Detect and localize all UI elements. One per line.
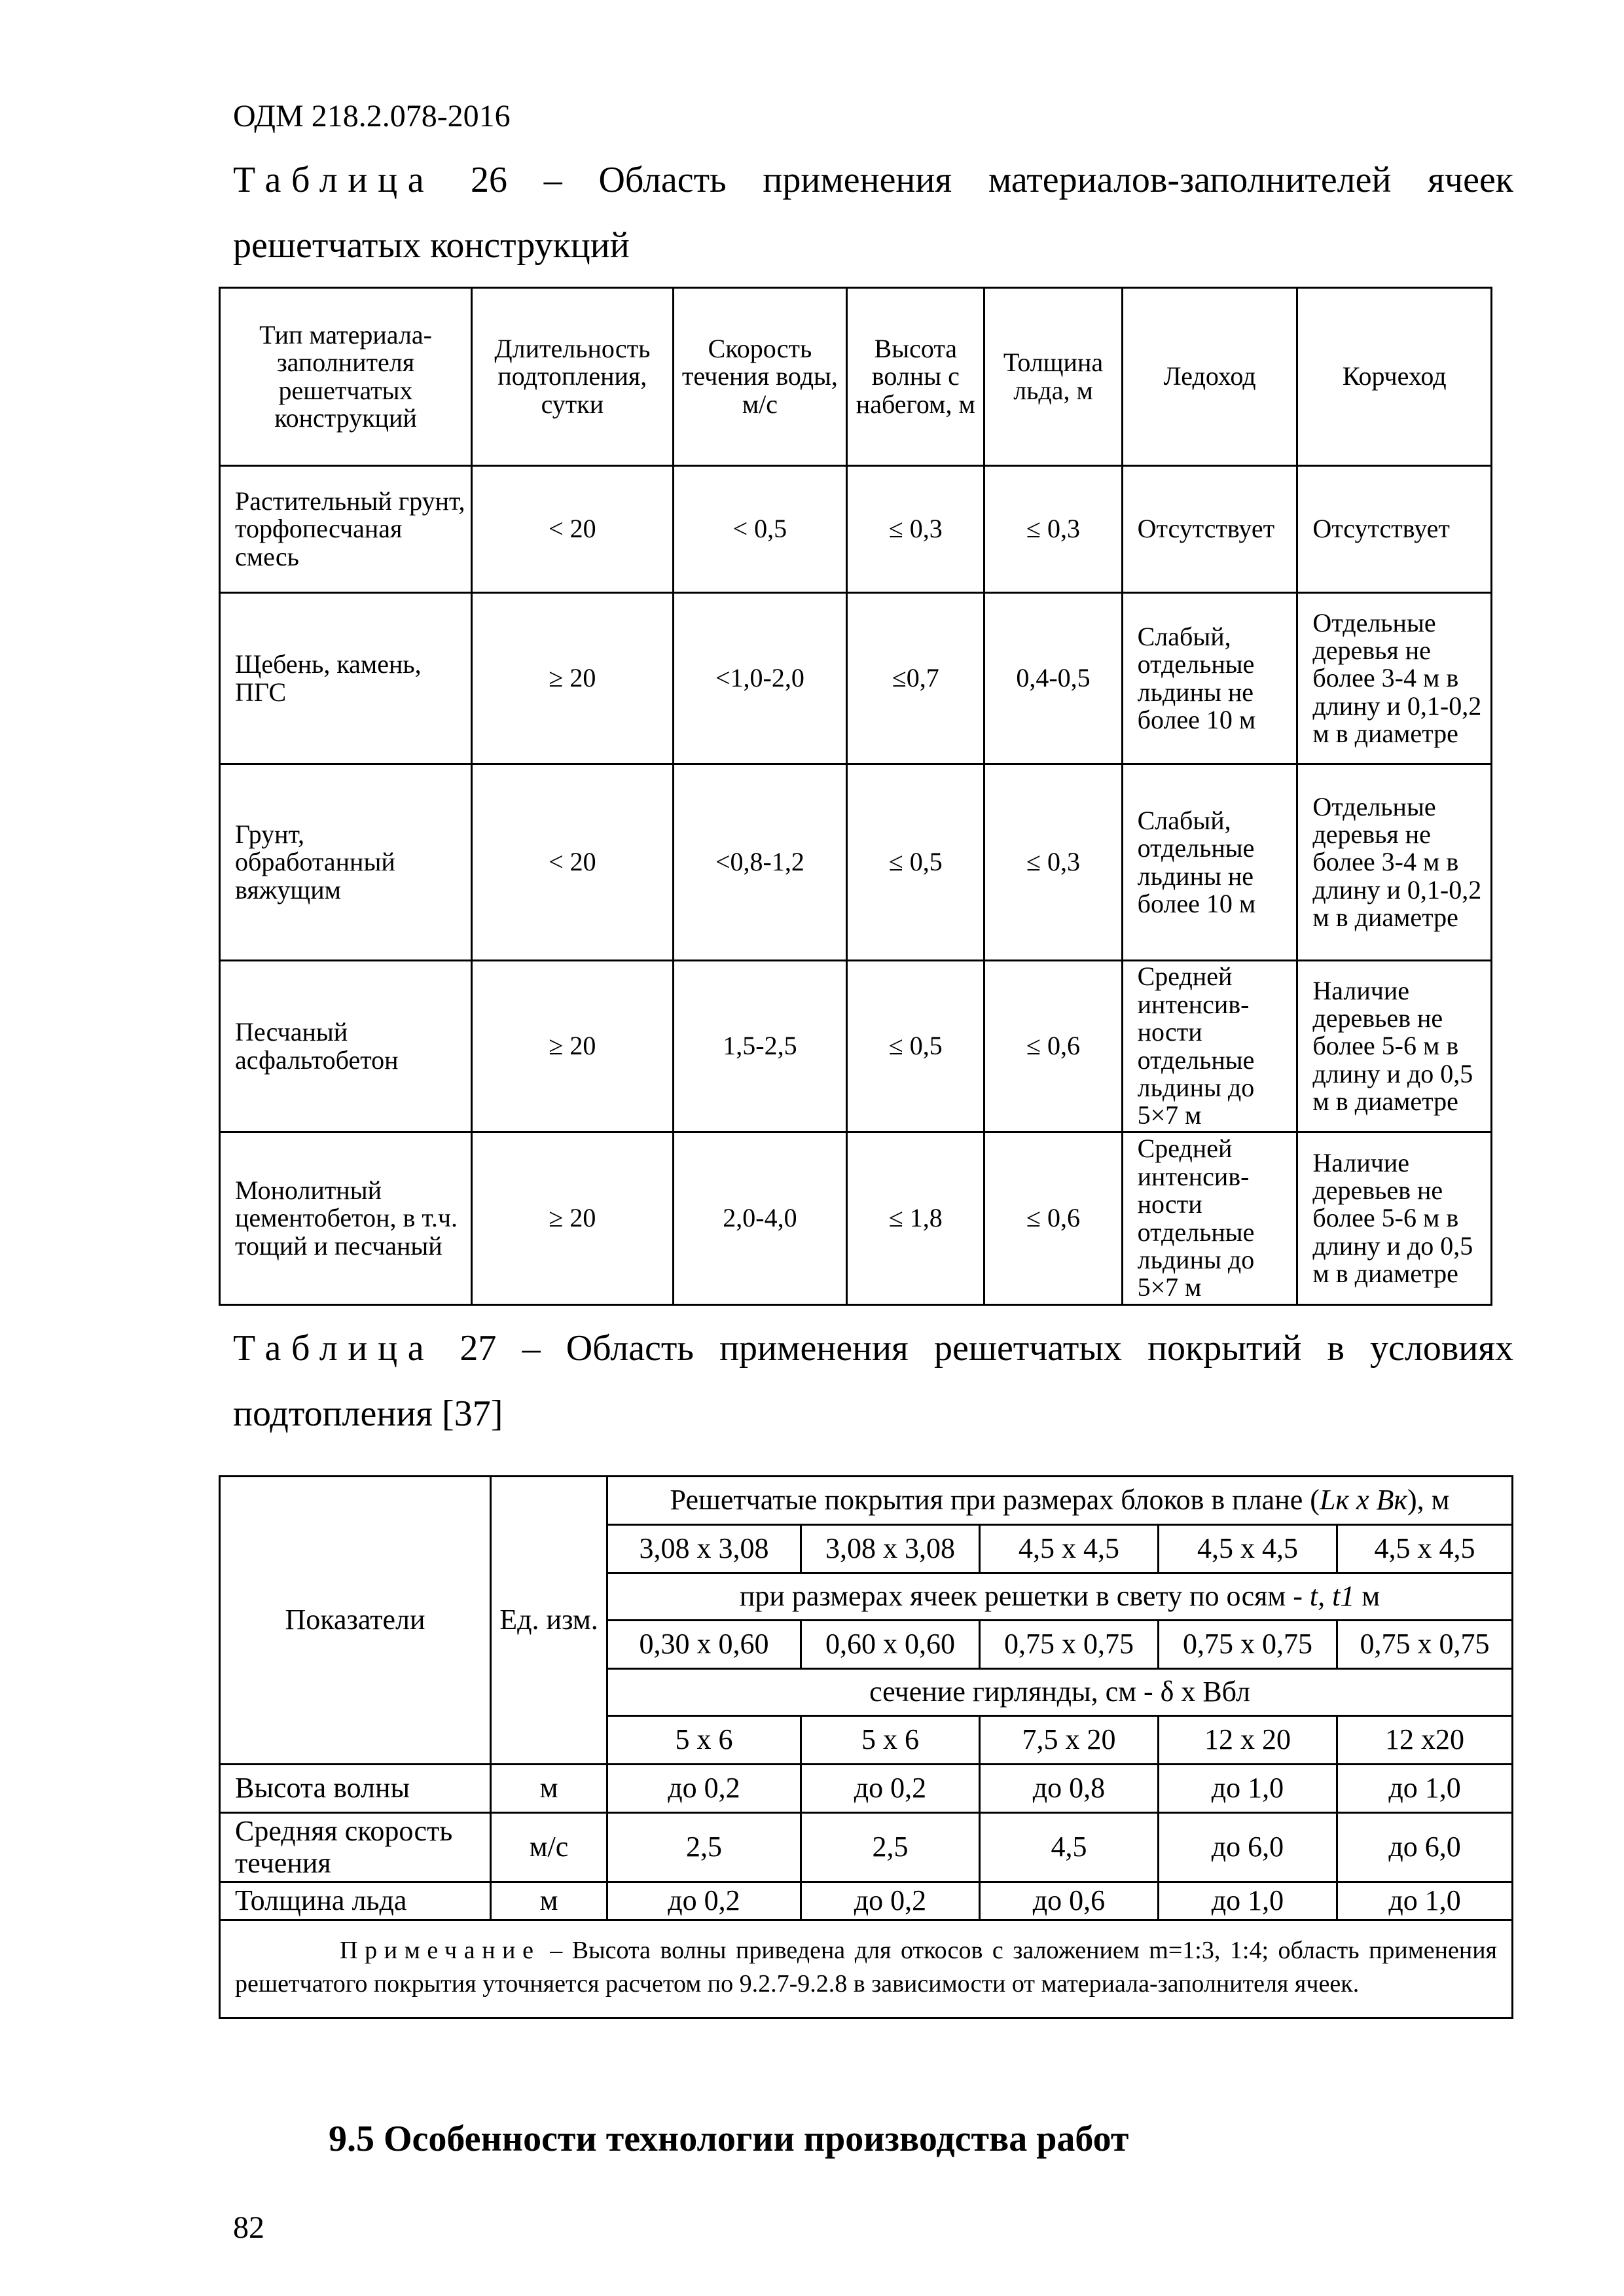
indicator-name: Высота волны	[220, 1765, 491, 1813]
table-row	[220, 593, 1492, 764]
table-27-note	[220, 1920, 1513, 2018]
table-cell: до 0,2	[607, 1882, 801, 1920]
table-26-header-cell: Ледоход	[1122, 288, 1297, 466]
table-26-caption-word: Таблица	[233, 160, 435, 200]
document-code-header: ОДМ 218.2.078-2016	[233, 99, 511, 134]
table-27-caption-word: Таблица	[233, 1328, 435, 1369]
table-cell: Отдельные деревья не более 3-4 м в длину и 0,1-0,2 м в диаметре	[1297, 764, 1492, 961]
table-26	[219, 287, 1492, 1306]
table-cell: <0,8-1,2	[673, 764, 847, 961]
table-26-header-row	[220, 288, 1492, 466]
table-cell: ≤ 0,5	[847, 764, 984, 961]
table-cell: Песчаный асфальтобетон	[220, 961, 472, 1132]
table-cell: 2,0-4,0	[673, 1132, 847, 1305]
page-number: 82	[233, 2210, 264, 2245]
table-cell: 2,5	[607, 1813, 801, 1882]
table-cell: ≥ 20	[472, 593, 674, 764]
table-27-caption-text: 27 – Область применения решетчатых покрытий в условиях подтопления [37]	[233, 1328, 1513, 1434]
table-cell: ≤ 0,5	[847, 961, 984, 1132]
table-27-caption	[233, 1316, 1513, 1446]
table-cell: ≤ 0,6	[984, 1132, 1122, 1305]
table-cell: Средней интенсив-ности отдельные льдины до 5×7 м	[1122, 961, 1297, 1132]
table-27-note-row	[220, 1920, 1513, 2018]
table-cell: Слабый, отдельные льдины не более 10 м	[1122, 764, 1297, 961]
cell-size-cell: 0,75 x 0,75	[980, 1621, 1159, 1669]
table-cell: ≤ 0,3	[984, 764, 1122, 961]
block-size-cell: 4,5 x 4,5	[1159, 1525, 1337, 1573]
table-cell: до 0,8	[980, 1765, 1159, 1813]
cell-size-cell: 0,60 x 0,60	[801, 1621, 980, 1669]
garland-size-cell: 5 x 6	[801, 1716, 980, 1765]
cell-size-group-header	[607, 1573, 1513, 1621]
table-26-caption-text: 26 – Область применения материалов-заполнителей ячеек решетчатых конструкций	[233, 160, 1514, 266]
table-cell: до 1,0	[1159, 1882, 1337, 1920]
table-cell: Слабый, отдельные льдины не более 10 м	[1122, 593, 1297, 764]
table-cell: до 1,0	[1337, 1765, 1513, 1813]
indicator-name: Средняя скорость течения	[220, 1813, 491, 1882]
table-cell: ≤ 1,8	[847, 1132, 984, 1305]
table-cell: до 1,0	[1159, 1765, 1337, 1813]
cell-size-title-suffix: м	[1354, 1580, 1380, 1613]
table-cell: до 6,0	[1337, 1813, 1513, 1882]
table-cell: ≤ 0,6	[984, 961, 1122, 1132]
table-cell: Средней интенсив-ности отдельные льдины до 5×7 м	[1122, 1132, 1297, 1305]
garland-group-header: сечение гирлянды, см - δ x Вбл	[607, 1669, 1513, 1716]
table-cell: ≤ 0,3	[984, 466, 1122, 593]
table-row	[220, 1813, 1513, 1882]
table-row	[220, 1132, 1492, 1305]
table-cell: Грунт, обработанный вяжущим	[220, 764, 472, 961]
table-cell: до 0,2	[607, 1765, 801, 1813]
block-size-cell: 3,08 x 3,08	[607, 1525, 801, 1573]
table-cell: до 6,0	[1159, 1813, 1337, 1882]
table-cell: 0,4-0,5	[984, 593, 1122, 764]
garland-size-cell: 7,5 x 20	[980, 1716, 1159, 1765]
table-cell: 1,5-2,5	[673, 961, 847, 1132]
table-cell: до 0,6	[980, 1882, 1159, 1920]
cell-size-cell: 0,75 x 0,75	[1159, 1621, 1337, 1669]
table-row	[220, 1882, 1513, 1920]
table-cell: Щебень, камень, ПГС	[220, 593, 472, 764]
table-cell: Отсутствует	[1297, 466, 1492, 593]
block-size-group-header	[607, 1477, 1513, 1525]
table-cell: 2,5	[801, 1813, 980, 1882]
note-text: – Высота волны приведена для откосов с заложением m=1:3, 1:4; область применения решетчатого покрытия уточняется расчетом по 9.2.7-9.2.8 в зависимости от материала-заполнителя ячеек.	[235, 1937, 1498, 1998]
table-cell: <1,0-2,0	[673, 593, 847, 764]
table-cell: до 1,0	[1337, 1882, 1513, 1920]
table-row	[220, 961, 1492, 1132]
section-heading: 9.5 Особенности технологии производства работ	[329, 2119, 1129, 2159]
table-cell: 4,5	[980, 1813, 1159, 1882]
table-27-header-row	[220, 1477, 1513, 1525]
table-cell: Отдельные деревья не более 3-4 м в длину и 0,1-0,2 м в диаметре	[1297, 593, 1492, 764]
table-cell: ≥ 20	[472, 961, 674, 1132]
garland-size-cell: 5 x 6	[607, 1716, 801, 1765]
table-26-header-cell: Корчеход	[1297, 288, 1492, 466]
garland-size-cell: 12 x 20	[1159, 1716, 1337, 1765]
indicator-column-header: Показатели	[220, 1477, 491, 1765]
table-row	[220, 1765, 1513, 1813]
table-cell: Отсутствует	[1122, 466, 1297, 593]
block-size-cell: 4,5 x 4,5	[1337, 1525, 1513, 1573]
table-cell: ≤0,7	[847, 593, 984, 764]
table-row	[220, 466, 1492, 593]
table-cell: Монолитный цементобетон, в т.ч. тощий и песчаный	[220, 1132, 472, 1305]
table-cell: ≥ 20	[472, 1132, 674, 1305]
unit-column-header: Ед. изм.	[491, 1477, 607, 1765]
table-cell: до 0,2	[801, 1765, 980, 1813]
table-cell: Наличие деревьев не более 5-6 м в длину и до 0,5 м в диаметре	[1297, 1132, 1492, 1305]
table-row	[220, 764, 1492, 961]
cell-size-cell: 0,75 x 0,75	[1337, 1621, 1513, 1669]
table-26-header-cell: Толщина льда, м	[984, 288, 1122, 466]
table-26-header-cell: Длительность подтопления, сутки	[472, 288, 674, 466]
cell-size-title-prefix: при размерах ячеек решетки в свету по осям -	[739, 1580, 1310, 1613]
unit-cell: м	[491, 1765, 607, 1813]
table-cell: < 20	[472, 466, 674, 593]
table-cell: Наличие деревьев не более 5-6 м в длину и до 0,5 м в диаметре	[1297, 961, 1492, 1132]
block-size-formula: Lк x Bк	[1319, 1484, 1407, 1516]
unit-cell: м	[491, 1882, 607, 1920]
indicator-name: Толщина льда	[220, 1882, 491, 1920]
table-26-header-cell: Тип материала-заполнителя решетчатых конструкций	[220, 288, 472, 466]
table-cell: ≤ 0,3	[847, 466, 984, 593]
table-cell: < 0,5	[673, 466, 847, 593]
note-word: Примечание	[340, 1937, 541, 1964]
cell-size-vars: t, t1	[1309, 1580, 1355, 1613]
block-size-title-suffix: ), м	[1407, 1484, 1450, 1516]
unit-cell: м/с	[491, 1813, 607, 1882]
table-cell: Растительный грунт, торфопесчаная смесь	[220, 466, 472, 593]
block-size-cell: 4,5 x 4,5	[980, 1525, 1159, 1573]
table-cell: до 0,2	[801, 1882, 980, 1920]
table-27	[219, 1475, 1513, 2019]
cell-size-cell: 0,30 x 0,60	[607, 1621, 801, 1669]
table-cell: < 20	[472, 764, 674, 961]
table-26-header-cell: Высота волны с набегом, м	[847, 288, 984, 466]
table-26-header-cell: Скорость течения воды, м/с	[673, 288, 847, 466]
garland-size-cell: 12 x20	[1337, 1716, 1513, 1765]
table-26-caption	[233, 147, 1513, 278]
block-size-cell: 3,08 x 3,08	[801, 1525, 980, 1573]
block-size-title-prefix: Решетчатые покрытия при размерах блоков в плане (	[670, 1484, 1320, 1516]
